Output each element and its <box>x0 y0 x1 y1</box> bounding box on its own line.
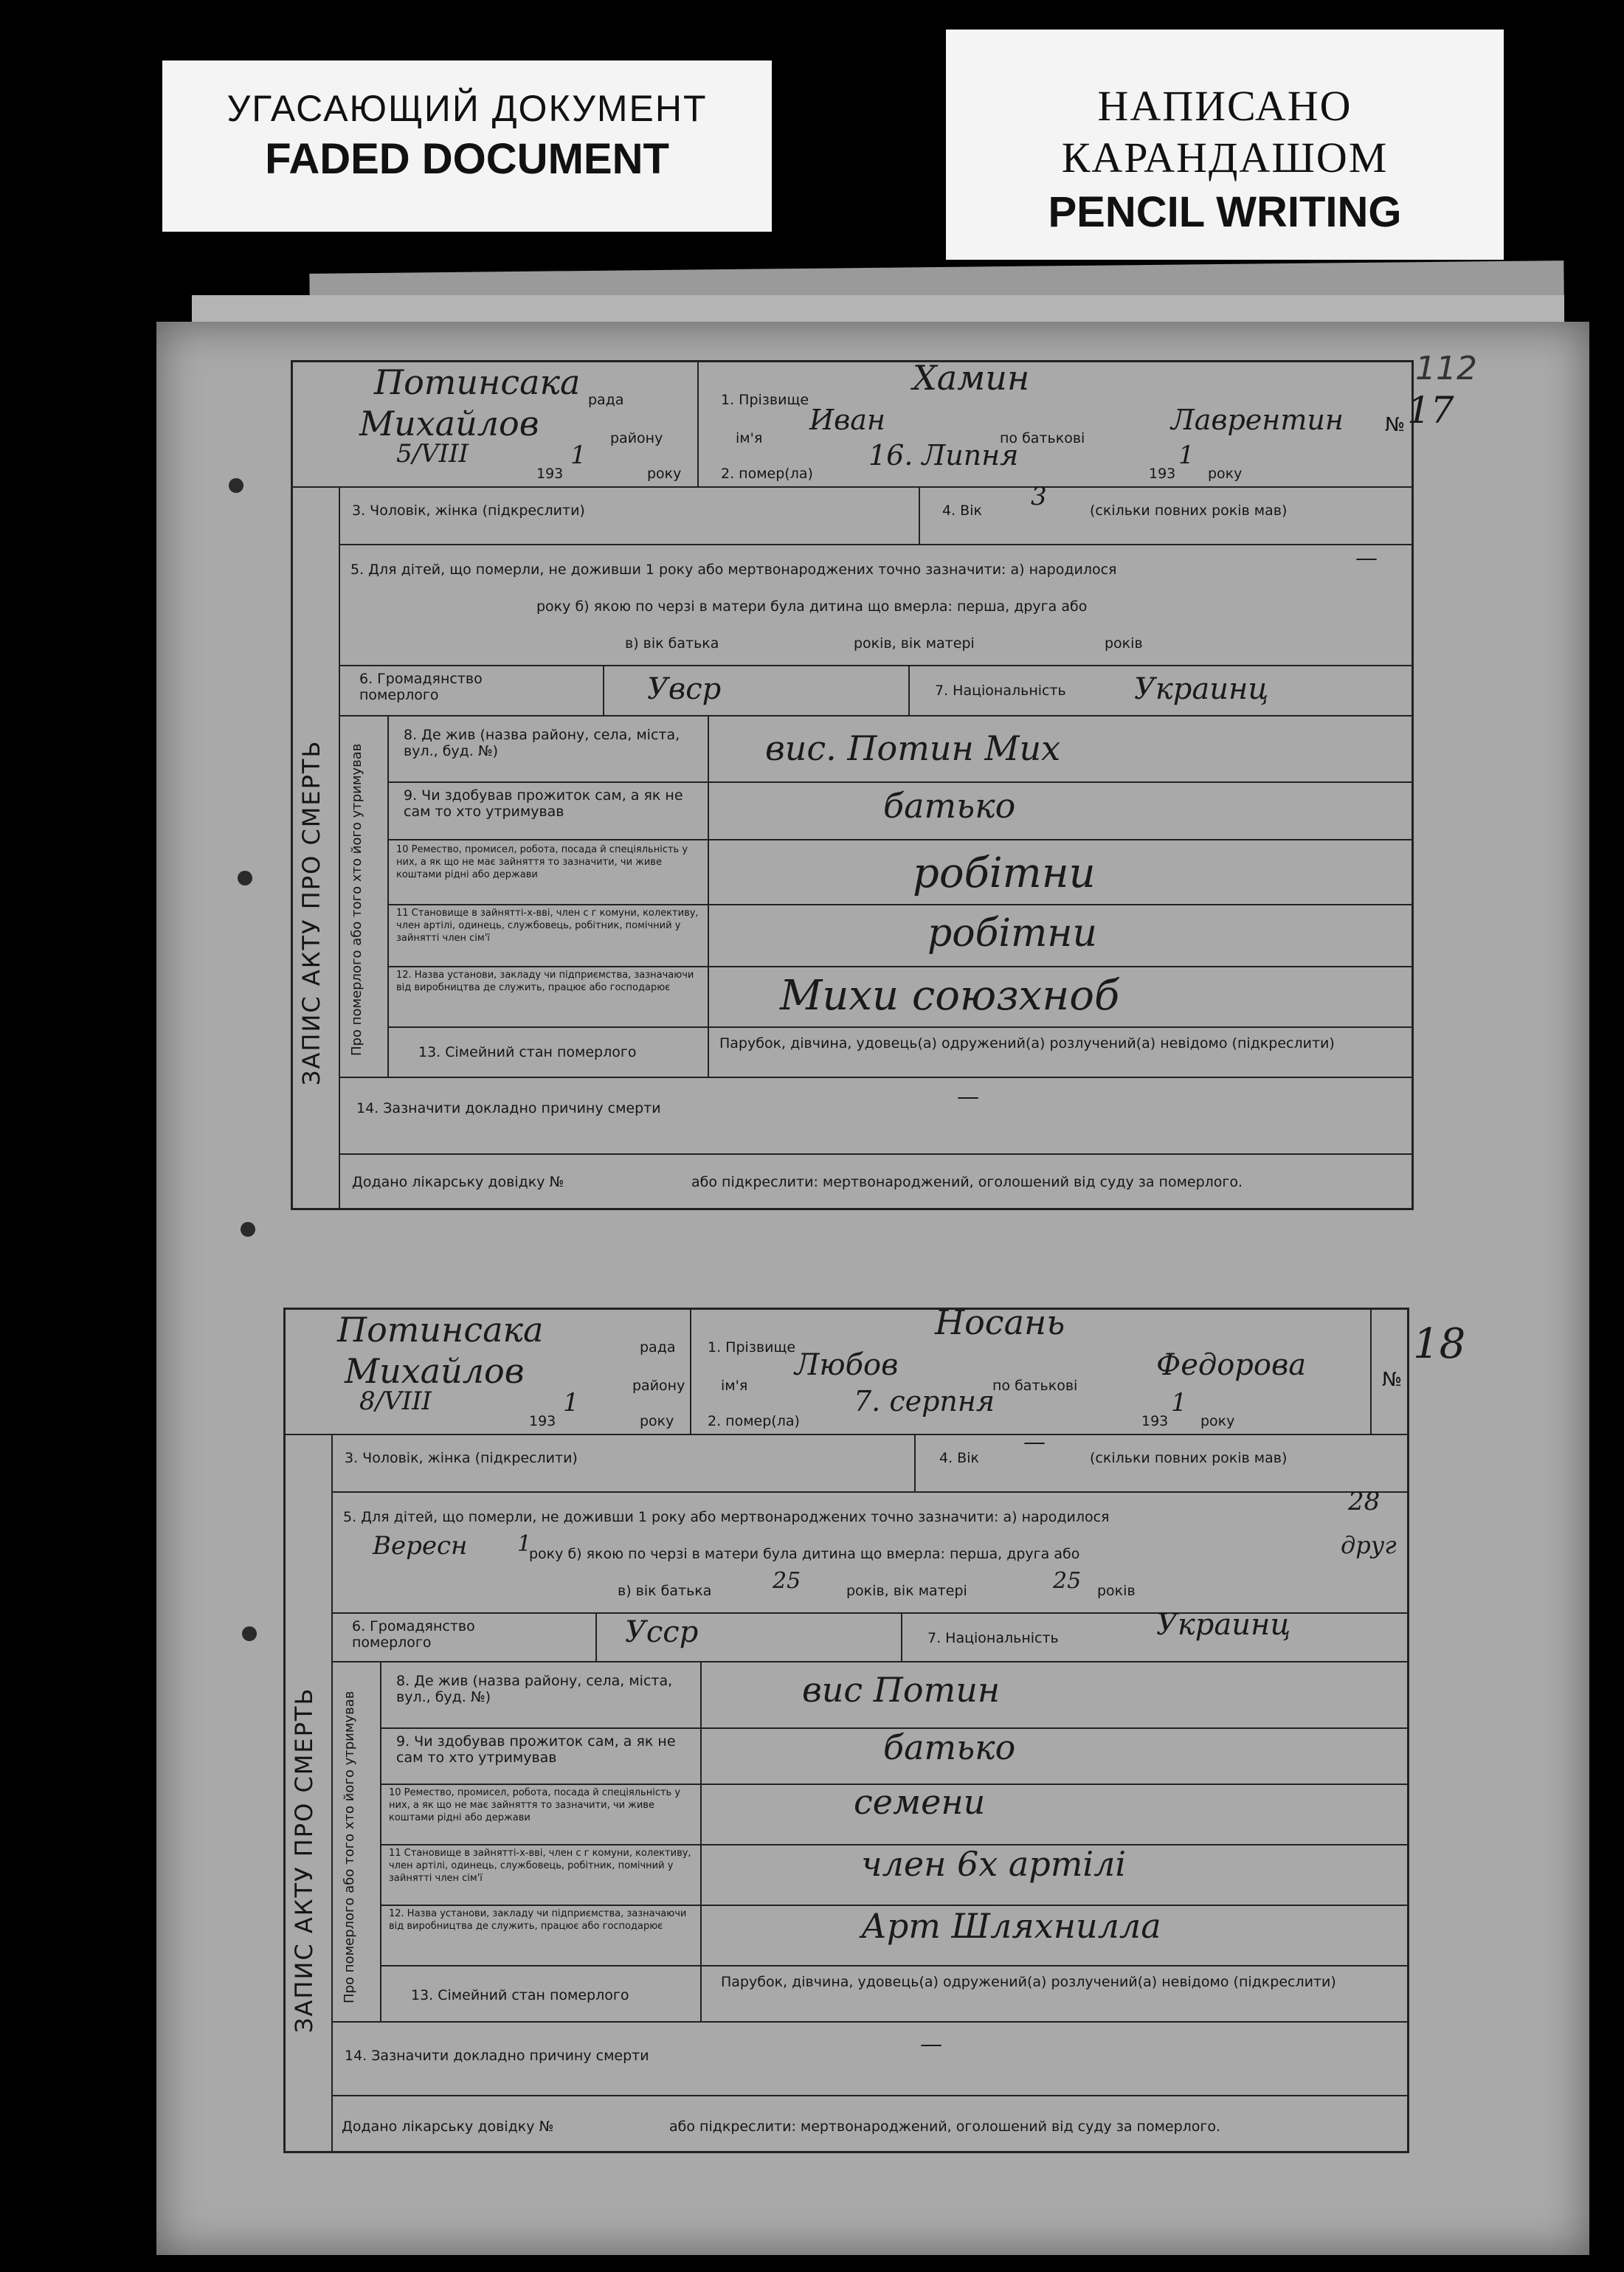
infant-born-year-value: 1 <box>517 1531 532 1557</box>
rayonu-label: району <box>610 430 663 446</box>
rayonu-label: району <box>632 1378 685 1394</box>
position-value: член 6х артілі <box>861 1844 1127 1884</box>
rayon-value: Михайлов <box>345 1351 525 1391</box>
nationality-value: Украинц <box>1156 1608 1291 1642</box>
rayon-value: Михайлов <box>359 404 539 443</box>
occupation-value: робітни <box>913 849 1096 897</box>
birth-order-value: друг <box>1341 1531 1397 1559</box>
age-hint: (скільки повних років мав) <box>1090 1450 1288 1466</box>
died-year-prefix: 193 <box>1141 1413 1169 1429</box>
faded-label-ru: УГАСАЮЩИЙ ДОКУМЕНТ <box>227 88 708 129</box>
cause-label: 14. Зазначити докладно причину смерти <box>345 2048 649 2064</box>
nationality-label: 7. Національність <box>927 1630 1059 1646</box>
marital-options: Парубок, дівчина, удовець(а) одружений(а) розлучений(а) невідомо (підкреслити) <box>719 1035 1335 1052</box>
side-subtitle: Про померлого або того хто його утримував <box>342 1691 357 2003</box>
binding-hole <box>242 1626 257 1641</box>
residence-label: 8. Де жив (назва району, села, міста, вул., буд. №) <box>396 1673 673 1705</box>
nationality-value: Украинц <box>1134 672 1269 706</box>
cause-label: 14. Зазначити докладно причину смерти <box>356 1100 661 1116</box>
binding-hole <box>241 1222 255 1237</box>
name-label: ім'я <box>736 430 763 446</box>
died-roku-label: року <box>1208 466 1243 482</box>
rada-label: рада <box>640 1339 676 1356</box>
pencil-label-ru-1: НАПИСАНО <box>1097 82 1352 130</box>
age-value: 3 <box>1031 482 1047 511</box>
registration-date-value: 5/VIII <box>396 439 469 469</box>
position-label: 11 Становище в зайнятті-х-вві, член с г комуни, колективу, член артілі, одинець, службовець, робітник, помічний у зайнятті член сім'ї <box>396 908 699 944</box>
residence-label: 8. Де жив (назва району, села, міста, вул., буд. №) <box>404 727 680 759</box>
binding-hole <box>229 478 243 493</box>
residence-value: вис Потин <box>802 1670 1001 1710</box>
surname-value: Носань <box>935 1302 1065 1342</box>
position-value: робітни <box>927 911 1098 956</box>
year-prefix: 193 <box>529 1413 556 1429</box>
side-subtitle: Про померлого або того хто його утримував <box>349 743 364 1056</box>
roku-label: року <box>647 466 682 482</box>
infant-year-label: року б) якою по черзі в матери була дитина що вмерла: перша, друга або <box>536 598 1088 615</box>
faded-document-label <box>162 61 772 232</box>
number-label: № <box>1385 414 1406 436</box>
father-age-label: в) вік батька <box>625 635 719 652</box>
nationality-label: 7. Національність <box>935 683 1066 699</box>
died-roku-label: року <box>1200 1413 1235 1429</box>
death-record-form-1 <box>291 358 1454 1210</box>
patronymic-label: по батькові <box>1000 430 1085 446</box>
faded-label-en: FADED DOCUMENT <box>265 135 669 183</box>
side-title: ЗАПИС АКТУ ПРО СМЕРТЬ <box>290 1687 318 2033</box>
side-title: ЗАПИС АКТУ ПРО СМЕРТЬ <box>297 739 325 1085</box>
marital-label: 13. Сімейний стан померлого <box>411 1987 629 2003</box>
citizenship-value: Усср <box>625 1615 699 1649</box>
father-age-label: в) вік батька <box>618 1583 712 1599</box>
death-record-form-2 <box>283 1302 1466 2153</box>
footer-label: Додано лікарську довідку № <box>342 2119 554 2135</box>
name-label: ім'я <box>721 1378 748 1394</box>
infant-born-month-value: Вересн <box>373 1531 468 1561</box>
years-label: років <box>1105 635 1143 652</box>
support-label: 9. Чи здобував прожиток сам, а як не сам то хто утримував <box>404 787 683 820</box>
pencil-writing-label <box>946 30 1504 260</box>
support-value: батько <box>883 1727 1016 1767</box>
binding-hole <box>238 871 252 885</box>
pencil-label-en: PENCIL WRITING <box>1048 188 1402 236</box>
record-number-value: 18 <box>1413 1320 1466 1368</box>
registration-year-value: 1 <box>563 1388 579 1418</box>
died-year-prefix: 193 <box>1149 466 1176 482</box>
marital-options: Парубок, дівчина, удовець(а) одружений(а) розлучений(а) невідомо (підкреслити) <box>721 1974 1336 1990</box>
mother-age-value: 25 <box>1053 1568 1082 1594</box>
infant-born-value: 28 <box>1348 1487 1381 1516</box>
rada-label: рада <box>588 392 624 408</box>
name-value: Любов <box>795 1348 899 1382</box>
marital-label: 13. Сімейний стан померлого <box>418 1044 637 1060</box>
infant-born-value: — <box>1355 545 1378 571</box>
record-number-value: 17 <box>1407 389 1454 432</box>
occupation-label: 10 Ремество, промисел, робота, посада й спеціяльність у них, а як що не має зайняття то зазначити, чи живе коштами рідні або держави <box>396 844 688 880</box>
surname-label: 1. Прізвище <box>708 1339 796 1356</box>
support-label: 9. Чи здобував прожиток сам, а як не сам то хто утримував <box>396 1733 676 1766</box>
infant-label: 5. Для дітей, що померли, не доживши 1 року або мертвонароджених точно зазначити: а) народилося <box>343 1509 1110 1525</box>
cause-value: — <box>920 2031 942 2057</box>
number-label: № <box>1382 1369 1403 1391</box>
years-label: років <box>1097 1583 1136 1599</box>
patronymic-label: по батькові <box>992 1378 1078 1394</box>
name-value: Иван <box>809 404 885 436</box>
footer-options: або підкреслити: мертвонароджений, оголошений від суду за померлого. <box>691 1174 1243 1190</box>
died-year-value: 1 <box>1171 1388 1187 1418</box>
rada-value: Потинсака <box>337 1310 544 1350</box>
citizenship-label: 6. Громадянство померлого <box>359 671 483 703</box>
surname-value: Хамин <box>913 358 1030 398</box>
registration-year-value: 1 <box>570 441 587 470</box>
position-label: 11 Становище в зайнятті-х-вві, член с г комуни, колективу, член артілі, одинець, службовець, робітник, помічний у зайнятті член сім'ї <box>389 1848 691 1884</box>
died-date-value: 7. серпня <box>854 1385 995 1418</box>
patronymic-value: Федорова <box>1156 1348 1307 1382</box>
year-prefix: 193 <box>536 466 564 482</box>
surname-label: 1. Прізвище <box>721 392 809 408</box>
age-label: 4. Вік <box>939 1450 979 1466</box>
roku-label: року <box>640 1413 674 1429</box>
father-age-value: 25 <box>773 1568 801 1594</box>
institution-label: 12. Назва установи, закладу чи підприємства, зазначаючи від виробництва де служить, працює або господарює <box>389 1908 687 1932</box>
patronymic-value: Лаврентин <box>1171 404 1344 436</box>
died-label: 2. помер(ла) <box>708 1413 800 1429</box>
page-number: 112 <box>1415 350 1477 387</box>
institution-label: 12. Назва установи, закладу чи підприємства, зазначаючи від виробництва де служить, працює або господарює <box>396 970 694 993</box>
residence-value: вис. Потин Мих <box>765 728 1061 768</box>
died-label: 2. помер(ла) <box>721 466 813 482</box>
occupation-value: семени <box>854 1782 986 1822</box>
footer-options: або підкреслити: мертвонароджений, оголошений від суду за померлого. <box>669 2119 1221 2135</box>
pencil-label-ru-2: КАРАНДАШОМ <box>1061 134 1389 182</box>
citizenship-value: Увср <box>647 672 722 706</box>
age-value: — <box>1023 1429 1046 1455</box>
registration-date-value: 8/VIII <box>359 1387 432 1416</box>
institution-value: Арт Шляхнилла <box>861 1906 1161 1946</box>
cause-value: — <box>957 1084 979 1110</box>
infant-year-label: року б) якою по черзі в матери була дитина що вмерла: перша, друга або <box>529 1546 1080 1562</box>
citizenship-label: 6. Громадянство померлого <box>352 1618 475 1651</box>
died-date-value: 16. Липня <box>868 439 1019 472</box>
support-value: батько <box>883 786 1016 826</box>
mother-age-label: років, вік матері <box>854 635 975 652</box>
died-year-value: 1 <box>1178 441 1195 470</box>
infant-label: 5. Для дітей, що померли, не доживши 1 року або мертвонароджених точно зазначити: а) народилося <box>350 562 1117 578</box>
age-hint: (скільки повних років мав) <box>1090 503 1288 519</box>
institution-value: Михи союзхноб <box>780 972 1120 1020</box>
footer-label: Додано лікарську довідку № <box>352 1174 564 1190</box>
occupation-label: 10 Ремество, промисел, робота, посада й спеціяльність у них, а як що не має зайняття то зазначити, чи живе коштами рідні або держави <box>389 1787 681 1823</box>
age-label: 4. Вік <box>942 503 982 519</box>
gender-label: 3. Чоловік, жінка (підкреслити) <box>352 503 585 519</box>
gender-label: 3. Чоловік, жінка (підкреслити) <box>345 1450 578 1466</box>
mother-age-label: років, вік матері <box>846 1583 967 1599</box>
rada-value: Потинсака <box>374 362 581 402</box>
